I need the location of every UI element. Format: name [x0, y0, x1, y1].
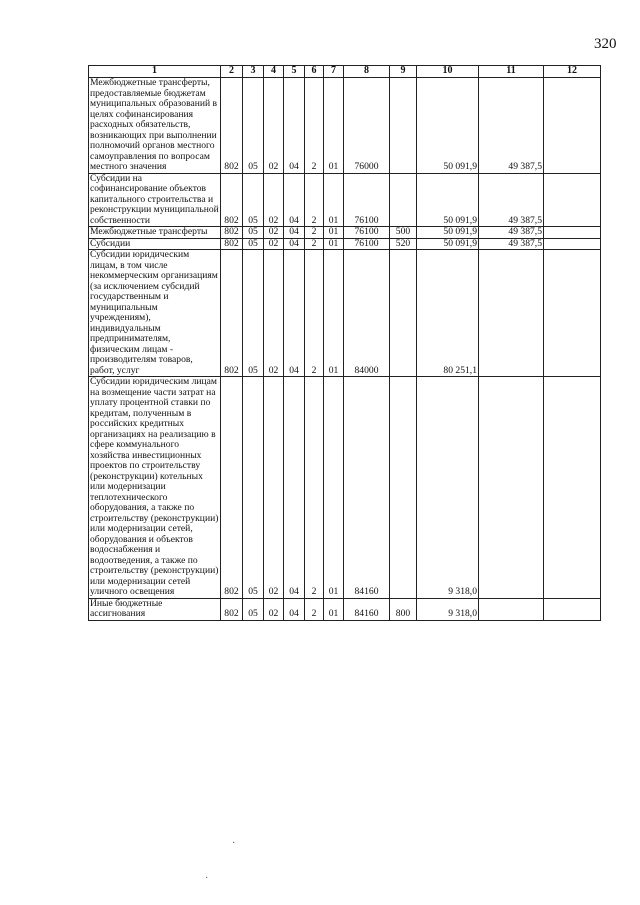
table-row [89, 250, 601, 377]
col-header-8: 8 [344, 66, 390, 78]
cell-c12 [544, 377, 601, 599]
row-name: Субсидии на софинансирование объектов капитального строительства и реконструкции муниципальной собственности [90, 172, 219, 226]
cell-c11: 49 387,5 [479, 227, 544, 239]
cell-c8: 76100 [344, 227, 390, 239]
cell-c12 [544, 227, 601, 239]
cell-c4: 02 [264, 377, 284, 599]
cell-c10: 9 318,0 [417, 377, 479, 599]
cell-c7: 01 [324, 377, 344, 599]
cell-c12 [544, 173, 601, 227]
cell-c3: 05 [243, 78, 264, 174]
cell-c7: 01 [324, 238, 344, 250]
cell-c2: 802 [221, 227, 243, 239]
cell-c3: 05 [243, 238, 264, 250]
table-row [89, 238, 601, 250]
cell-c6: 2 [305, 377, 324, 599]
cell-c6: 2 [305, 250, 324, 377]
cell-c5: 04 [284, 250, 305, 377]
cell-c2: 802 [221, 173, 243, 227]
cell-c8: 76000 [344, 78, 390, 174]
cell-c11 [479, 250, 544, 377]
row-name: Межбюджетные трансферты [89, 227, 221, 239]
cell-c5: 04 [284, 238, 305, 250]
col-header-3: 3 [243, 66, 264, 78]
row-name: Межбюджетные трансферты, предоставляемые бюджетам муниципальных образований в целях софинансирования расходных обязательств, возникающих при выполнении полномочий органов местного самоуправления по вопросам местного значения [89, 78, 221, 174]
cell-c11 [479, 598, 544, 620]
cell-c3: 05 [243, 173, 264, 227]
cell-c6: 2 [305, 227, 324, 239]
col-header-11: 11 [479, 66, 544, 78]
cell-c8: 84000 [344, 250, 390, 377]
cell-c9: 520 [390, 238, 417, 250]
cell-c12 [544, 238, 601, 250]
table-row [89, 227, 601, 239]
scan-speck: · [232, 838, 236, 849]
row-name: Субсидии юридическим лицам, в том числе некоммерческим организациям (за исключением субсидий государственным и муниципальным учреждениям), индивидуальным предпринимателям, физическим лицам - производителям товаров, работ, услуг [89, 250, 221, 377]
cell-c9: 500 [390, 227, 417, 239]
col-header-5: 5 [284, 66, 305, 78]
cell-c2: 802 [221, 250, 243, 377]
col-header-12: 12 [544, 66, 601, 78]
cell-c4: 02 [264, 173, 284, 227]
cell-c2: 802 [221, 78, 243, 174]
cell-c9 [390, 377, 417, 599]
cell-c8: 76100 [344, 238, 390, 250]
col-header-9: 9 [390, 66, 417, 78]
cell-c11: 49 387,5 [479, 78, 544, 174]
cell-c8: 84160 [344, 598, 390, 620]
page-number: 320 [594, 36, 617, 52]
cell-c11: 49 387,5 [479, 173, 544, 227]
cell-c4: 02 [264, 78, 284, 174]
cell-c7: 01 [324, 227, 344, 239]
cell-c2: 802 [221, 377, 243, 599]
col-header-7: 7 [324, 66, 344, 78]
cell-c8: 76100 [344, 173, 390, 227]
cell-c5: 04 [284, 377, 305, 599]
col-header-10: 10 [417, 66, 479, 78]
cell-c10: 50 091,9 [417, 78, 479, 174]
cell-c7: 01 [324, 173, 344, 227]
cell-c6: 2 [305, 173, 324, 227]
cell-c10: 50 091,9 [417, 173, 479, 227]
scan-speck: · [205, 873, 209, 884]
row-name: Субсидии юридическим лицам на возмещение части затрат на уплату процентной ставки по кредитам, полученным в российских кредитных организациях на реализацию в сфере коммунального хозяйства инвестиционных проектов по строительству (реконструкции) котельных или модернизации теплотехнического оборудования, а также по строительству (реконструкции) или модернизации сетей, оборудования и объектов водоснабжения и водоотведения, а также по строительству (реконструкции) или модернизации сетей уличного освещения [89, 377, 221, 599]
cell-c12 [544, 78, 601, 174]
cell-c10: 9 318,0 [417, 598, 479, 620]
cell-c12 [544, 250, 601, 377]
cell-c4: 02 [264, 598, 284, 620]
cell-c12 [544, 598, 601, 620]
cell-c2: 802 [221, 238, 243, 250]
cell-c5: 04 [284, 173, 305, 227]
cell-c6: 2 [305, 238, 324, 250]
cell-c3: 05 [243, 227, 264, 239]
cell-c3: 05 [243, 377, 264, 599]
cell-c9: 800 [390, 598, 417, 620]
cell-c5: 04 [284, 227, 305, 239]
cell-c4: 02 [264, 227, 284, 239]
cell-c7: 01 [324, 250, 344, 377]
col-header-2: 2 [221, 66, 243, 78]
cell-c10: 80 251,1 [417, 250, 479, 377]
cell-c5: 04 [284, 598, 305, 620]
col-header-4: 4 [264, 66, 284, 78]
cell-c10: 50 091,9 [417, 227, 479, 239]
table-row [89, 598, 601, 620]
table-row [89, 173, 601, 227]
row-name: Субсидии [89, 238, 221, 250]
header-row [89, 66, 601, 78]
cell-c5: 04 [284, 78, 305, 174]
budget-table [88, 65, 601, 621]
table-row [89, 377, 601, 599]
cell-c8: 84160 [344, 377, 390, 599]
cell-c6: 2 [305, 598, 324, 620]
cell-c4: 02 [264, 238, 284, 250]
cell-c4: 02 [264, 250, 284, 377]
cell-c9 [390, 173, 417, 227]
cell-c11 [479, 377, 544, 599]
cell-c3: 05 [243, 250, 264, 377]
cell-c11: 49 387,5 [479, 238, 544, 250]
cell-c10: 50 091,9 [417, 238, 479, 250]
row-name: Иные бюджетные ассигнования [89, 598, 221, 620]
col-header-6: 6 [305, 66, 324, 78]
cell-c9 [390, 78, 417, 174]
cell-c2: 802 [221, 598, 243, 620]
table-row [89, 78, 601, 174]
cell-c7: 01 [324, 598, 344, 620]
cell-c3: 05 [243, 598, 264, 620]
cell-c9 [390, 250, 417, 377]
cell-c7: 01 [324, 78, 344, 174]
cell-c6: 2 [305, 78, 324, 174]
col-header-1: 1 [89, 66, 221, 78]
